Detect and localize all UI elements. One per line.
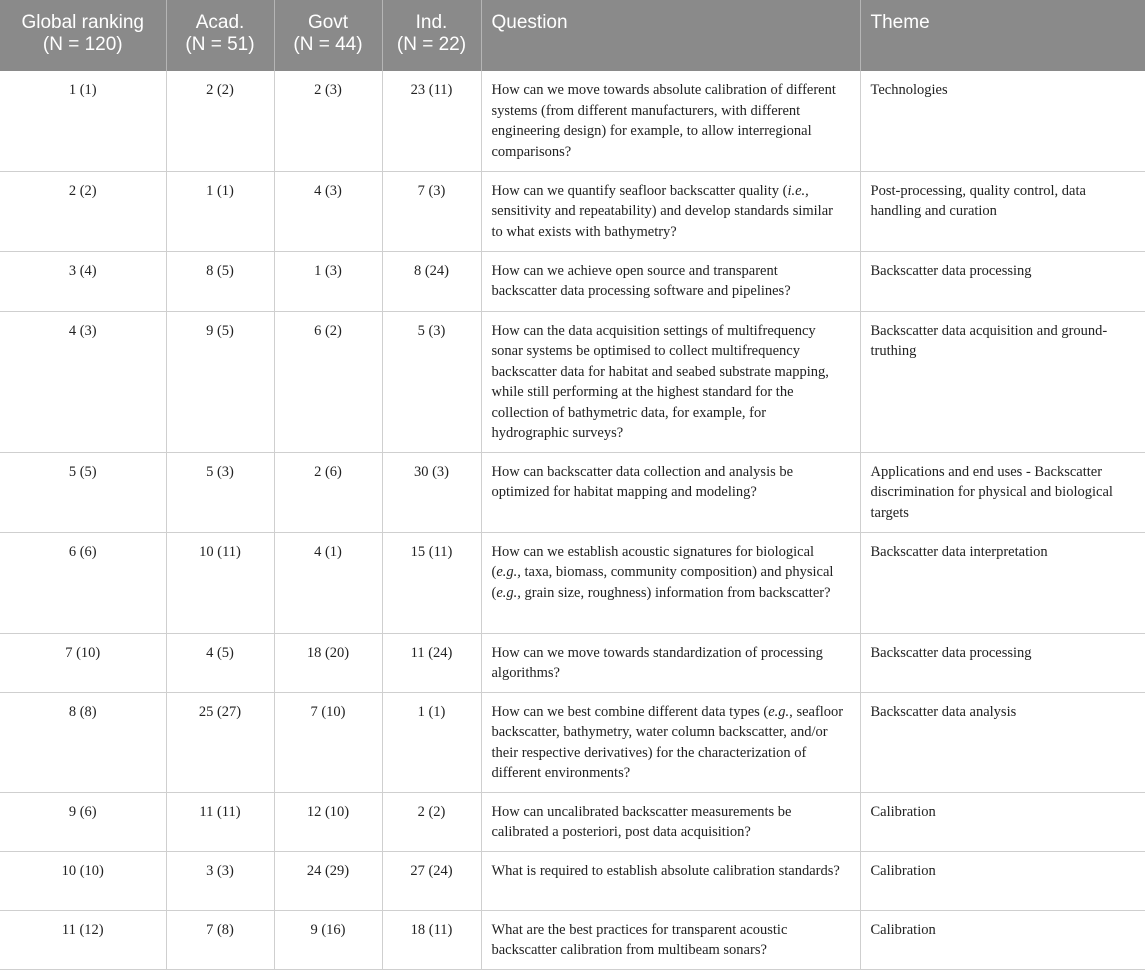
cell-theme: Backscatter data processing xyxy=(860,633,1145,692)
cell-government: 2 (6) xyxy=(274,452,382,532)
cell-industry: 30 (3) xyxy=(382,452,481,532)
cell-global-ranking: 10 (10) xyxy=(0,851,166,910)
cell-global-ranking: 4 (3) xyxy=(0,311,166,452)
cell-industry: 8 (24) xyxy=(382,251,481,311)
cell-theme: Backscatter data acquisition and ground-truthing xyxy=(860,311,1145,452)
cell-theme: Post-processing, quality control, data handling and curation xyxy=(860,171,1145,251)
cell-question: How can we best combine different data types (e.g., seafloor backscatter, bathymetry, water column backscatter, and/or their respective derivatives) for the characterization of different environments? xyxy=(481,692,860,792)
cell-question: How can backscatter data collection and analysis be optimized for habitat mapping and modeling? xyxy=(481,452,860,532)
cell-theme: Calibration xyxy=(860,792,1145,851)
table-body xyxy=(0,71,1145,969)
cell-government: 9 (16) xyxy=(274,910,382,969)
table-row xyxy=(0,251,1145,311)
cell-academia: 11 (11) xyxy=(166,792,274,851)
cell-question: How can we achieve open source and transparent backscatter data processing software and pipelines? xyxy=(481,251,860,311)
table-row xyxy=(0,532,1145,633)
header-question: Question xyxy=(481,0,860,71)
cell-industry: 15 (11) xyxy=(382,532,481,633)
header-row xyxy=(0,0,1145,71)
cell-government: 6 (2) xyxy=(274,311,382,452)
cell-academia: 8 (5) xyxy=(166,251,274,311)
table-row xyxy=(0,452,1145,532)
cell-theme: Calibration xyxy=(860,910,1145,969)
cell-academia: 9 (5) xyxy=(166,311,274,452)
cell-question: How can we quantify seafloor backscatter quality (i.e., sensitivity and repeatability) and develop standards similar to what exists with bathymetry? xyxy=(481,171,860,251)
header-industry: Ind. (N = 22) xyxy=(382,0,481,71)
table-row xyxy=(0,71,1145,171)
cell-government: 4 (1) xyxy=(274,532,382,633)
cell-theme: Technologies xyxy=(860,71,1145,171)
cell-global-ranking: 2 (2) xyxy=(0,171,166,251)
cell-theme: Backscatter data interpretation xyxy=(860,532,1145,633)
cell-global-ranking: 11 (12) xyxy=(0,910,166,969)
cell-global-ranking: 7 (10) xyxy=(0,633,166,692)
table-row xyxy=(0,692,1145,792)
cell-government: 4 (3) xyxy=(274,171,382,251)
cell-academia: 4 (5) xyxy=(166,633,274,692)
table-row xyxy=(0,792,1145,851)
cell-academia: 1 (1) xyxy=(166,171,274,251)
cell-global-ranking: 8 (8) xyxy=(0,692,166,792)
cell-question: How can we establish acoustic signatures for biological (e.g., taxa, biomass, community composition) and physical (e.g., grain size, roughness) information from backscatter? xyxy=(481,532,860,633)
cell-global-ranking: 6 (6) xyxy=(0,532,166,633)
cell-government: 2 (3) xyxy=(274,71,382,171)
cell-theme: Backscatter data analysis xyxy=(860,692,1145,792)
cell-theme: Calibration xyxy=(860,851,1145,910)
cell-academia: 2 (2) xyxy=(166,71,274,171)
cell-industry: 1 (1) xyxy=(382,692,481,792)
cell-question: What are the best practices for transparent acoustic backscatter calibration from multibeam sonars? xyxy=(481,910,860,969)
cell-global-ranking: 1 (1) xyxy=(0,71,166,171)
cell-industry: 18 (11) xyxy=(382,910,481,969)
cell-academia: 5 (3) xyxy=(166,452,274,532)
cell-academia: 3 (3) xyxy=(166,851,274,910)
cell-industry: 11 (24) xyxy=(382,633,481,692)
cell-industry: 5 (3) xyxy=(382,311,481,452)
cell-industry: 23 (11) xyxy=(382,71,481,171)
header-academia: Acad. (N = 51) xyxy=(166,0,274,71)
table-row xyxy=(0,171,1145,251)
cell-government: 7 (10) xyxy=(274,692,382,792)
header-government: Govt (N = 44) xyxy=(274,0,382,71)
table-row xyxy=(0,311,1145,452)
cell-industry: 7 (3) xyxy=(382,171,481,251)
table-row xyxy=(0,910,1145,969)
cell-academia: 25 (27) xyxy=(166,692,274,792)
cell-question: What is required to establish absolute calibration standards? xyxy=(481,851,860,910)
cell-global-ranking: 9 (6) xyxy=(0,792,166,851)
cell-question: How can we move towards absolute calibration of different systems (from different manufacturers, with different engineering design) for example, to allow interregional comparisons? xyxy=(481,71,860,171)
table-row xyxy=(0,633,1145,692)
cell-question: How can the data acquisition settings of multifrequency sonar systems be optimised to collect multifrequency backscatter data for habitat and seabed substrate mapping, while still performing at the highest standard for the collection of bathymetric data, for example, for hydrographic surveys? xyxy=(481,311,860,452)
cell-government: 18 (20) xyxy=(274,633,382,692)
cell-industry: 27 (24) xyxy=(382,851,481,910)
cell-government: 12 (10) xyxy=(274,792,382,851)
cell-question: How can we move towards standardization of processing algorithms? xyxy=(481,633,860,692)
cell-question: How can uncalibrated backscatter measurements be calibrated a posteriori, post data acquisition? xyxy=(481,792,860,851)
cell-government: 1 (3) xyxy=(274,251,382,311)
cell-global-ranking: 3 (4) xyxy=(0,251,166,311)
cell-academia: 10 (11) xyxy=(166,532,274,633)
cell-theme: Applications and end uses - Backscatter discrimination for physical and biological targets xyxy=(860,452,1145,532)
table-header xyxy=(0,0,1145,71)
cell-government: 24 (29) xyxy=(274,851,382,910)
cell-global-ranking: 5 (5) xyxy=(0,452,166,532)
cell-academia: 7 (8) xyxy=(166,910,274,969)
header-theme: Theme xyxy=(860,0,1145,71)
header-global-ranking: Global ranking (N = 120) xyxy=(0,0,166,71)
cell-theme: Backscatter data processing xyxy=(860,251,1145,311)
table-row xyxy=(0,851,1145,910)
cell-industry: 2 (2) xyxy=(382,792,481,851)
